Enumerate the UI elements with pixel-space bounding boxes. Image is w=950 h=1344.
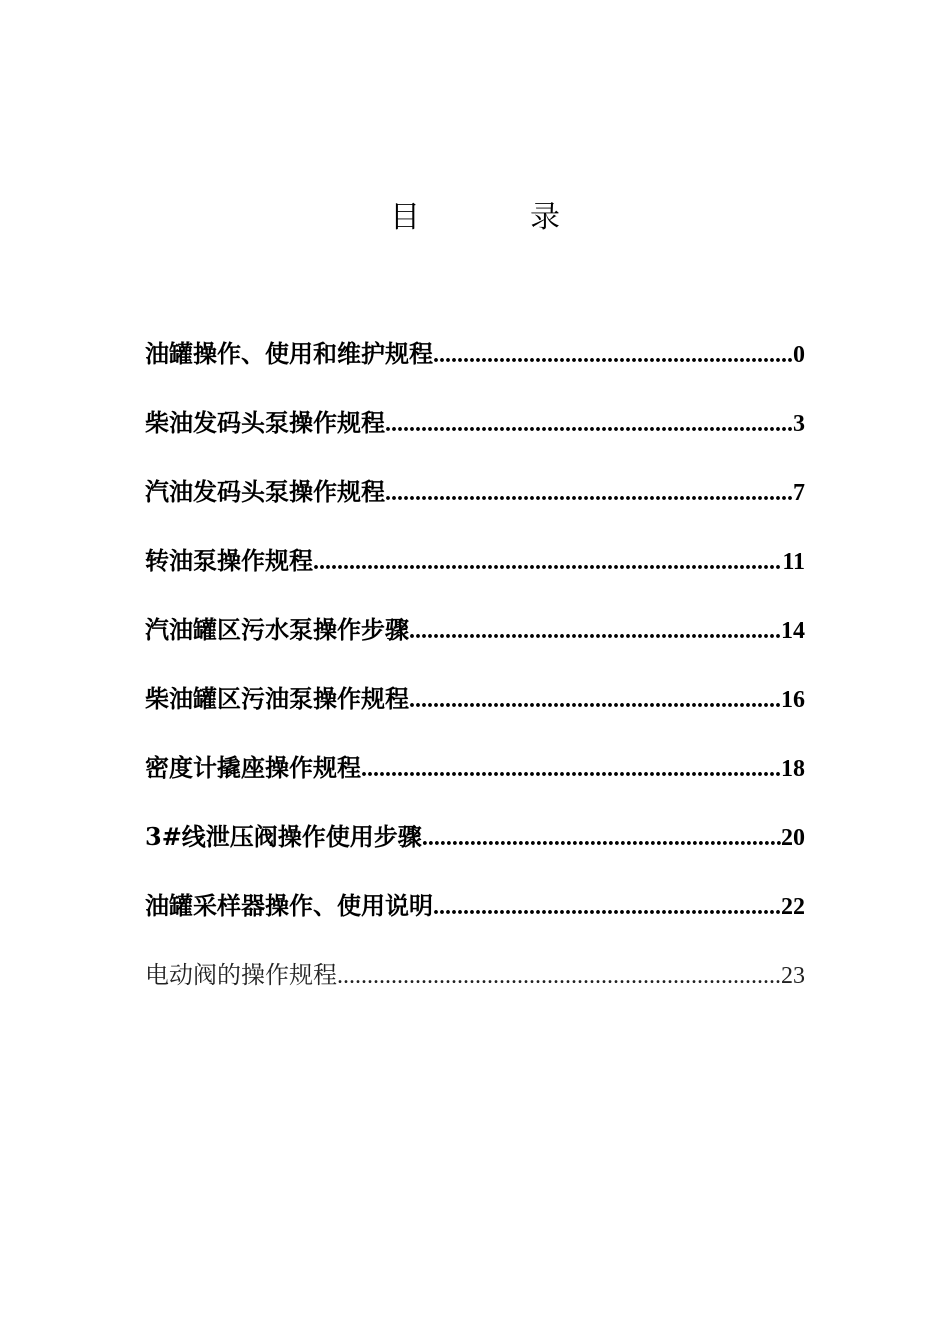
toc-entry[interactable] (145, 750, 805, 819)
toc-entry-text: 油罐采样器操作、使用说明 (145, 891, 433, 920)
toc-dot-leader (385, 406, 793, 442)
toc-dot-leader (409, 682, 781, 718)
toc-entry[interactable] (145, 819, 805, 888)
toc-entry-page: 0 (793, 342, 805, 368)
toc-entry-text: 电动阀的操作规程 (145, 961, 337, 989)
toc-entry-page: 22 (781, 894, 805, 920)
toc-entry[interactable] (145, 405, 805, 474)
toc-entry-page: 18 (781, 756, 805, 782)
toc-dot-leader (337, 958, 781, 994)
toc-entry-text: 密度计撬座操作规程 (145, 753, 361, 782)
toc-entry-page: 3 (793, 411, 805, 437)
toc-entry[interactable] (145, 681, 805, 750)
toc-list (145, 336, 805, 1026)
toc-entry-page: 11 (782, 549, 805, 575)
toc-entry[interactable] (145, 612, 805, 681)
toc-entry[interactable] (145, 888, 805, 957)
toc-title: 目 录 (390, 200, 600, 235)
toc-entry[interactable] (145, 336, 805, 405)
toc-dot-leader (409, 613, 781, 649)
toc-entry-text: 汽油发码头泵操作规程 (145, 477, 385, 506)
toc-entry-text: 汽油罐区污水泵操作步骤 (145, 615, 409, 644)
toc-entry-page: 7 (793, 480, 805, 506)
toc-entry-page: 16 (781, 687, 805, 713)
toc-entry-text: 油罐操作、使用和维护规程 (145, 339, 433, 368)
toc-dot-leader (313, 544, 782, 580)
toc-dot-leader (433, 889, 781, 925)
toc-dot-leader (385, 475, 793, 511)
toc-entry[interactable] (145, 474, 805, 543)
toc-entry-text: 柴油罐区污油泵操作规程 (145, 684, 409, 713)
toc-entry-text: 转油泵操作规程 (145, 546, 313, 575)
toc-entry-text: 3#线泄压阀操作使用步骤 (145, 822, 422, 851)
toc-entry-page: 14 (781, 618, 805, 644)
toc-entry-text: 柴油发码头泵操作规程 (145, 408, 385, 437)
toc-entry[interactable] (145, 543, 805, 612)
toc-dot-leader (422, 820, 781, 856)
toc-entry-page: 23 (781, 963, 805, 989)
toc-entry-page: 20 (781, 825, 805, 851)
toc-dot-leader (361, 751, 781, 787)
toc-dot-leader (433, 337, 793, 373)
toc-entry[interactable] (145, 957, 805, 1026)
